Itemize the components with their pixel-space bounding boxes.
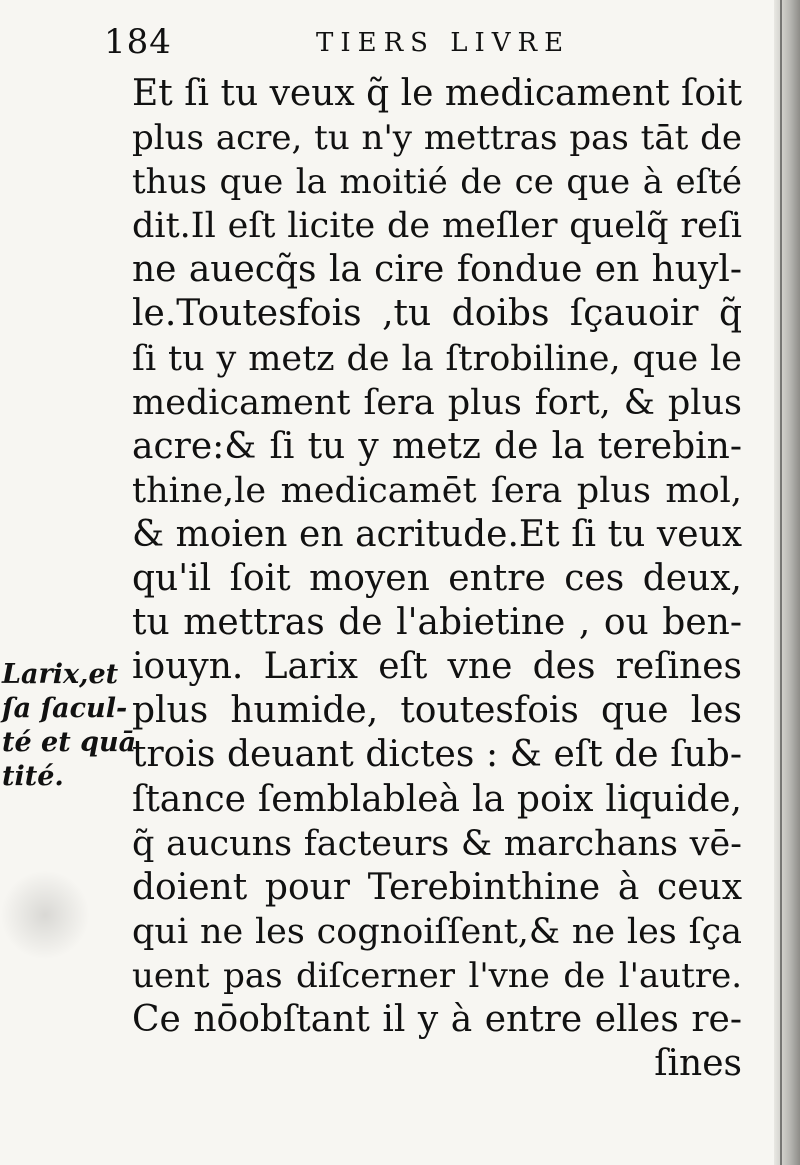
text-line: uent pas diſcerner l'vne de l'autre. xyxy=(132,955,742,996)
margin-note-line: té et quā xyxy=(2,727,137,758)
margin-note-line: ſa ſacul- xyxy=(2,693,128,724)
body-text xyxy=(132,72,742,1086)
page-gutter-shadow xyxy=(774,0,800,1165)
text-line: ſi tu y metz de la ſtrobiline, que le xyxy=(132,338,742,379)
margin-note xyxy=(2,658,137,794)
text-line: thus que la moitié de ce que à eſté xyxy=(132,162,742,203)
page-edge-line xyxy=(780,0,782,1165)
text-line: plus acre, tu n'y mettras pas tāt de xyxy=(132,118,742,159)
text-line: plus humide, toutesfois que les xyxy=(132,690,742,732)
text-line: thine,le medicamēt ſera plus mol, xyxy=(132,470,742,511)
text-line: q̃ aucuns facteurs & marchans vē- xyxy=(132,823,742,864)
text-line: medicament ſera plus fort, & plus xyxy=(132,382,742,423)
text-line: le.Toutesfois ,tu doibs ſçauoir q̃ xyxy=(132,293,742,335)
text-line: qui ne les cognoiſſent,& ne les ſça xyxy=(132,911,742,952)
text-line: doient pour Terebinthine à ceux xyxy=(132,866,742,908)
text-line: qu'il ſoit moyen entre ces deux, xyxy=(132,558,742,600)
text-line: iouyn. Larix eſt vne des reſines xyxy=(132,646,742,688)
text-line: trois deuant dictes : & eſt de ſub- xyxy=(132,734,742,776)
text-line: ſtance ſemblableà la poix liquide, xyxy=(132,778,742,820)
text-line: dit.Il eſt licite de meſler quelq̃ reſi xyxy=(132,206,742,247)
page-number: 184 xyxy=(104,22,172,62)
text-line: & moien en acritude.Et ſi tu veux xyxy=(132,513,742,555)
text-line: Et ſi tu veux q̃ le medicament ſoit xyxy=(132,73,743,114)
text-line: acre:& ſi tu y metz de la terebin- xyxy=(132,425,742,467)
running-title: TIERS LIVRE xyxy=(316,28,571,58)
text-line: Ce nōobſtant il y à entre elles re- xyxy=(132,998,742,1040)
page-header xyxy=(104,22,624,66)
margin-note-line: tité. xyxy=(2,761,64,792)
ink-blot xyxy=(0,870,90,960)
margin-note-line: Larix,et xyxy=(2,659,119,690)
text-line-catchword: ſines xyxy=(654,1043,742,1085)
text-line: tu mettras de l'abietine , ou ben- xyxy=(132,602,742,644)
text-line: ne auecq̃s la cire fondue en huyl- xyxy=(132,249,742,291)
